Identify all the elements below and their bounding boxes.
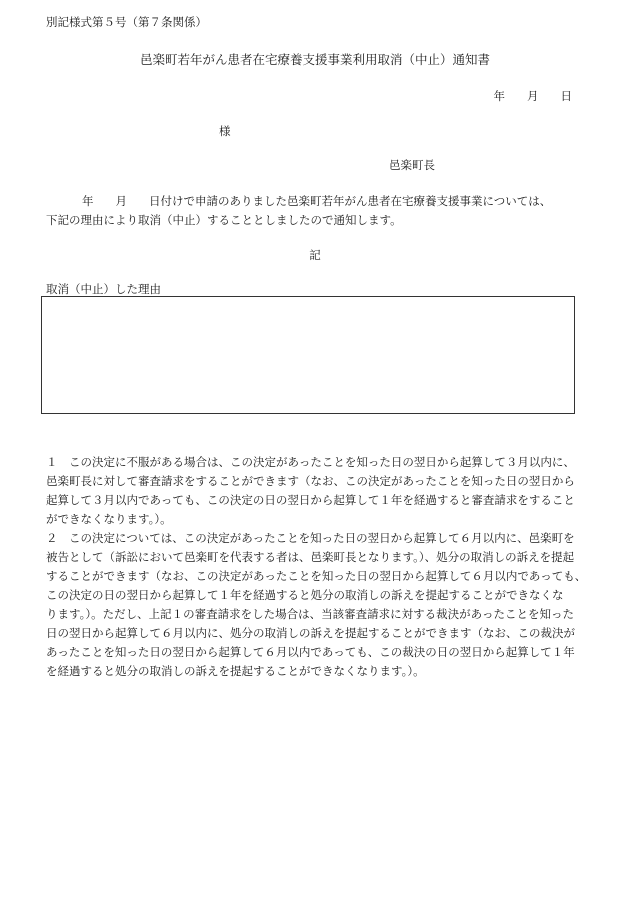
recipient-suffix: 様 xyxy=(219,124,231,138)
note-2-line: ２ この決定については、この決定があったことを知った日の翌日から起算して６月以内に、邑楽町を xyxy=(46,531,575,545)
sender: 邑楽町長 xyxy=(389,158,435,172)
note-1-line: ができなくなります。）。 xyxy=(46,512,172,526)
form-id: 別記様式第５号（第７条関係） xyxy=(46,15,207,29)
note-1-line: １ この決定に不服がある場合は、この決定があったことを知った日の翌日から起算して３月以内に、 xyxy=(46,455,575,469)
date-month-label: 月 xyxy=(527,89,539,103)
body-line-2: 下記の理由により取消（中止）することとしましたので通知します。 xyxy=(46,213,402,227)
reason-label: 取消（中止）した理由 xyxy=(46,282,161,296)
ki-heading: 記 xyxy=(309,248,321,262)
note-2-line: この決定の日の翌日から起算して１年を経過すると処分の取消しの訴えを提起することができなくな xyxy=(46,588,564,602)
note-1-line: 邑楽町長に対して審査請求をすることができます（なお、この決定があったことを知った日の翌日から xyxy=(46,474,575,488)
body-line-1-text: 日付けで申請のありました邑楽町若年がん患者在宅療養支援事業については、 xyxy=(149,194,552,208)
note-2-line: 日の翌日から起算して６月以内に、処分の取消しの訴えを提起することができます（なお、この裁決が xyxy=(46,626,575,640)
body-year-label: 年 xyxy=(82,194,94,208)
body-month-label: 月 xyxy=(115,194,127,208)
body-text xyxy=(46,192,586,230)
notes-section xyxy=(46,453,586,681)
note-2-line: 被告として（訴訟において邑楽町を代表する者は、邑楽町長となります。）、処分の取消しの訴えを提起 xyxy=(46,550,575,564)
note-2-line: することができます（なお、この決定があったことを知った日の翌日から起算して６月以内であっても、 xyxy=(46,569,587,583)
note-2-line: ります。）。ただし、上記１の審査請求をした場合は、当該審査請求に対する裁決があったことを知った xyxy=(46,607,574,621)
reason-box xyxy=(41,296,575,414)
note-2-line: を経過すると処分の取消しの訴えを提起することができなくなります。）。 xyxy=(46,664,425,678)
note-1-line: 起算して３月以内であっても、この決定の日の翌日から起算して１年を経過すると審査請求をすること xyxy=(46,493,575,507)
document-title: 邑楽町若年がん患者在宅療養支援事業利用取消（中止）通知書 xyxy=(139,52,490,67)
date-year-label: 年 xyxy=(493,89,505,103)
body-line-1 xyxy=(46,192,586,211)
note-2-line: あったことを知った日の翌日から起算して６月以内であっても、この裁決の日の翌日から起算して１年 xyxy=(46,645,575,659)
date-day-label: 日 xyxy=(560,89,572,103)
date-line xyxy=(494,88,573,104)
